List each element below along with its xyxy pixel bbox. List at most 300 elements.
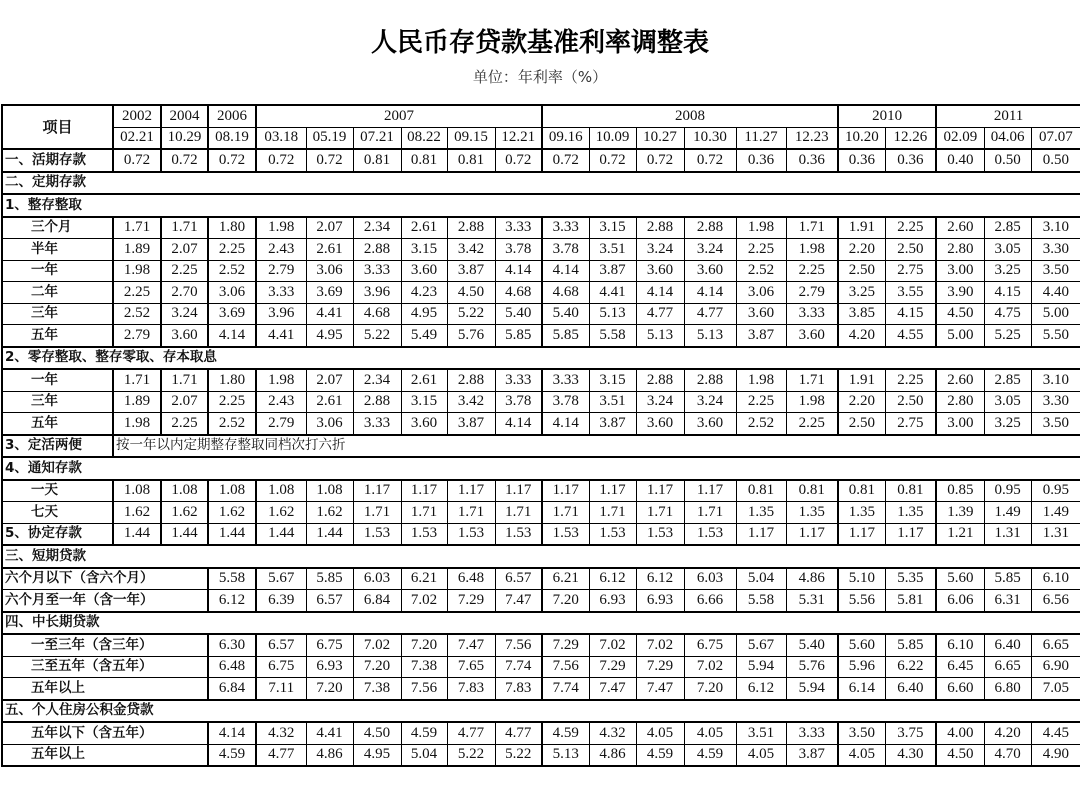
rate-cell: 0.95: [984, 480, 1031, 502]
rate-cell: 6.93: [636, 590, 684, 612]
rate-cell: 3.06: [208, 282, 256, 304]
year-header: 2004: [161, 105, 208, 127]
rate-cell: 5.50: [1031, 325, 1080, 347]
rate-cell: 2.88: [684, 217, 736, 239]
rate-cell: 2.88: [636, 217, 684, 239]
section-row: [2, 457, 1080, 480]
rate-cell: 0.85: [936, 480, 984, 502]
rate-cell: 1.49: [1031, 502, 1080, 524]
rate-cell: 0.81: [786, 480, 838, 502]
rate-cell: 4.40: [1031, 282, 1080, 304]
rate-cell: 6.14: [838, 678, 885, 700]
rate-cell: 3.15: [589, 369, 636, 391]
rate-cell: 2.34: [353, 369, 401, 391]
rate-cell: 2.80: [936, 239, 984, 261]
row-label: 半年: [2, 239, 113, 261]
rate-cell: 3.55: [885, 282, 936, 304]
rate-cell: 7.20: [306, 678, 353, 700]
rate-cell: 6.75: [684, 634, 736, 656]
table-row: [2, 744, 1080, 766]
rate-cell: 5.85: [495, 325, 542, 347]
rate-cell: 3.60: [401, 413, 447, 435]
rate-cell: 3.00: [936, 260, 984, 282]
rate-cell: 7.29: [542, 634, 589, 656]
rate-cell: 0.72: [636, 149, 684, 172]
rate-cell: 3.78: [495, 239, 542, 261]
row-label: 五年: [2, 413, 113, 435]
rate-cell: 2.50: [885, 239, 936, 261]
rate-cell: 3.06: [736, 282, 786, 304]
rate-cell: 2.79: [256, 260, 306, 282]
rate-cell: 1.71: [161, 217, 208, 239]
rate-cell: 3.69: [208, 303, 256, 325]
rate-cell: 4.32: [256, 722, 306, 744]
rate-cell: 5.40: [495, 303, 542, 325]
rate-cell: 4.41: [306, 722, 353, 744]
table-row: [2, 568, 1080, 590]
rate-cell: 4.14: [495, 260, 542, 282]
item-header: 项目: [2, 105, 113, 149]
rate-cell: 5.40: [542, 303, 589, 325]
rate-cell: 5.22: [495, 744, 542, 766]
date-header: 10.27: [636, 127, 684, 149]
table-row: [2, 391, 1080, 413]
rate-cell: 0.50: [984, 149, 1031, 172]
date-header: 04.06: [984, 127, 1031, 149]
rate-cell: 1.21: [936, 523, 984, 545]
section-row: [2, 612, 1080, 635]
table-row: [2, 369, 1080, 391]
table-row: [2, 480, 1080, 502]
rate-cell: 2.25: [736, 239, 786, 261]
rate-cell: 0.95: [1031, 480, 1080, 502]
rate-cell: 5.00: [1031, 303, 1080, 325]
year-header: 2008: [542, 105, 838, 127]
rate-cell: 3.87: [447, 413, 495, 435]
rate-cell: 2.61: [401, 217, 447, 239]
rate-cell: 4.14: [495, 413, 542, 435]
rate-cell: 1.71: [495, 502, 542, 524]
rate-cell: 7.20: [542, 590, 589, 612]
rate-cell: 4.95: [353, 744, 401, 766]
rate-cell: 6.40: [984, 634, 1031, 656]
rate-cell: 5.67: [256, 568, 306, 590]
rate-cell: 6.48: [447, 568, 495, 590]
rate-cell: 4.05: [684, 722, 736, 744]
rate-cell: 1.53: [401, 523, 447, 545]
rate-cell: 3.33: [256, 282, 306, 304]
rate-cell: 2.25: [161, 260, 208, 282]
date-header: 02.21: [113, 127, 161, 149]
section-label: 2、零存整取、整存零取、存本取息: [2, 347, 1080, 370]
rate-cell: 1.98: [113, 413, 161, 435]
table-row: [2, 325, 1080, 347]
rate-cell: 1.08: [161, 480, 208, 502]
rate-cell: 4.00: [936, 722, 984, 744]
rate-cell: 4.86: [589, 744, 636, 766]
rate-cell: 3.69: [306, 282, 353, 304]
rate-cell: 3.05: [984, 391, 1031, 413]
rate-cell: 4.59: [401, 722, 447, 744]
rate-cell: 7.47: [495, 590, 542, 612]
rate-cell: 2.43: [256, 239, 306, 261]
rate-cell: 5.31: [786, 590, 838, 612]
rate-cell: 7.47: [636, 678, 684, 700]
rate-cell: 4.50: [936, 744, 984, 766]
rate-cell: 4.86: [306, 744, 353, 766]
rate-cell: 6.90: [1031, 656, 1080, 678]
rate-cell: 4.86: [786, 568, 838, 590]
rate-cell: 6.40: [885, 678, 936, 700]
rate-cell: 7.20: [401, 634, 447, 656]
rate-cell: 4.14: [542, 413, 589, 435]
rate-cell: 0.81: [736, 480, 786, 502]
date-header: 08.19: [208, 127, 256, 149]
rate-cell: 7.56: [542, 656, 589, 678]
rate-cell: 4.30: [885, 744, 936, 766]
rate-cell: 1.35: [736, 502, 786, 524]
rate-cell: 0.72: [256, 149, 306, 172]
rate-cell: 1.53: [447, 523, 495, 545]
rate-cell: 6.12: [589, 568, 636, 590]
rate-cell: 1.98: [256, 217, 306, 239]
rate-cell: 6.75: [256, 656, 306, 678]
rate-cell: 3.24: [161, 303, 208, 325]
rate-cell: 2.25: [736, 391, 786, 413]
rate-cell: 0.36: [885, 149, 936, 172]
rate-cell: 0.72: [495, 149, 542, 172]
row-label: 一、活期存款: [2, 149, 113, 172]
rate-cell: 2.61: [306, 391, 353, 413]
rate-cell: 4.59: [636, 744, 684, 766]
rate-cell: 6.84: [353, 590, 401, 612]
rate-cell: 4.15: [885, 303, 936, 325]
rate-cell: 1.17: [542, 480, 589, 502]
rate-cell: 0.81: [838, 480, 885, 502]
date-header: 12.23: [786, 127, 838, 149]
rate-cell: 7.74: [495, 656, 542, 678]
rate-cell: 2.52: [736, 413, 786, 435]
rate-cell: 2.88: [447, 217, 495, 239]
rate-cell: 6.66: [684, 590, 736, 612]
rate-cell: 6.12: [736, 678, 786, 700]
rate-cell: 4.50: [447, 282, 495, 304]
rate-cell: 1.80: [208, 369, 256, 391]
rate-cell: 1.91: [838, 369, 885, 391]
rate-cell: 6.30: [208, 634, 256, 656]
section-label: 四、中长期贷款: [2, 612, 1080, 635]
rate-cell: 7.83: [447, 678, 495, 700]
rate-cell: 1.35: [885, 502, 936, 524]
rate-cell: 1.53: [636, 523, 684, 545]
rate-cell: 1.71: [786, 369, 838, 391]
rate-cell: 6.21: [542, 568, 589, 590]
rate-cell: 1.71: [401, 502, 447, 524]
rate-cell: 4.14: [208, 722, 256, 744]
rate-cell: 1.71: [684, 502, 736, 524]
rate-cell: 1.44: [306, 523, 353, 545]
rate-cell: 1.39: [936, 502, 984, 524]
rate-cell: 6.03: [684, 568, 736, 590]
rate-cell: 4.41: [306, 303, 353, 325]
row-label: 一年: [2, 260, 113, 282]
section-label: 三、短期贷款: [2, 545, 1080, 568]
rate-cell: 2.20: [838, 391, 885, 413]
rate-cell: 2.85: [984, 369, 1031, 391]
rate-cell: 4.68: [495, 282, 542, 304]
rate-cell: 3.25: [984, 413, 1031, 435]
rate-cell: 6.03: [353, 568, 401, 590]
rate-cell: 4.95: [306, 325, 353, 347]
rate-cell: 1.44: [208, 523, 256, 545]
rate-cell: 4.14: [684, 282, 736, 304]
rate-cell: 3.33: [542, 369, 589, 391]
rate-cell: 2.79: [113, 325, 161, 347]
rate-cell: 4.14: [542, 260, 589, 282]
rate-cell: 5.60: [838, 634, 885, 656]
rate-cell: 6.84: [208, 678, 256, 700]
table-row: [2, 149, 1080, 172]
rate-cell: 4.77: [684, 303, 736, 325]
rate-cell: 1.89: [113, 239, 161, 261]
rate-cell: 2.07: [161, 239, 208, 261]
rate-cell: 2.60: [936, 217, 984, 239]
rate-cell: 4.70: [984, 744, 1031, 766]
rate-cell: 3.87: [589, 260, 636, 282]
rate-cell: 5.13: [636, 325, 684, 347]
rate-cell: 3.15: [401, 391, 447, 413]
date-header: 11.27: [736, 127, 786, 149]
rate-cell: 0.72: [113, 149, 161, 172]
rate-cell: 7.02: [684, 656, 736, 678]
rate-cell: 7.29: [589, 656, 636, 678]
rate-cell: 6.21: [401, 568, 447, 590]
rate-cell: 5.94: [736, 656, 786, 678]
row-label: 五年以上: [2, 744, 208, 766]
rate-cell: 2.61: [401, 369, 447, 391]
rate-cell: 1.17: [786, 523, 838, 545]
year-header: 2006: [208, 105, 256, 127]
date-header: 10.30: [684, 127, 736, 149]
section-row: [2, 194, 1080, 217]
rate-cell: 4.55: [885, 325, 936, 347]
table-row: [2, 413, 1080, 435]
rate-cell: 1.98: [736, 217, 786, 239]
rate-cell: 5.58: [589, 325, 636, 347]
rate-cell: 4.68: [542, 282, 589, 304]
rate-cell: 2.50: [838, 413, 885, 435]
rate-cell: 6.60: [936, 678, 984, 700]
section-label: 4、通知存款: [2, 457, 1080, 480]
date-header: 09.16: [542, 127, 589, 149]
rate-cell: 3.33: [786, 722, 838, 744]
rate-cell: 5.85: [542, 325, 589, 347]
rate-cell: 3.06: [306, 413, 353, 435]
rate-cell: 5.49: [401, 325, 447, 347]
rate-cell: 3.30: [1031, 239, 1080, 261]
rate-cell: 4.68: [353, 303, 401, 325]
rate-cell: 3.42: [447, 239, 495, 261]
rate-cell: 3.90: [936, 282, 984, 304]
rate-cell: 3.60: [636, 260, 684, 282]
rate-cell: 7.47: [589, 678, 636, 700]
header-row-dates: [2, 127, 1080, 149]
rate-cell: 3.96: [353, 282, 401, 304]
rate-cell: 5.56: [838, 590, 885, 612]
rate-cell: 2.07: [306, 217, 353, 239]
rate-cell: 4.05: [736, 744, 786, 766]
rate-cell: 6.80: [984, 678, 1031, 700]
date-header: 09.15: [447, 127, 495, 149]
rate-cell: 1.71: [353, 502, 401, 524]
row-label: 七天: [2, 502, 113, 524]
rate-cell: 4.77: [495, 722, 542, 744]
rate-cell: 2.52: [113, 303, 161, 325]
row-label: 五年以下（含五年）: [2, 722, 208, 744]
rate-cell: 2.07: [161, 391, 208, 413]
rate-cell: 1.71: [589, 502, 636, 524]
rate-cell: 4.05: [838, 744, 885, 766]
rate-cell: 5.85: [984, 568, 1031, 590]
rate-cell: 2.80: [936, 391, 984, 413]
rate-cell: 5.58: [736, 590, 786, 612]
rate-cell: 4.77: [256, 744, 306, 766]
rate-cell: 2.85: [984, 217, 1031, 239]
rate-cell: 3.96: [256, 303, 306, 325]
rate-cell: 1.08: [306, 480, 353, 502]
rate-cell: 3.60: [636, 413, 684, 435]
rate-cell: 3.87: [736, 325, 786, 347]
rate-cell: 4.41: [589, 282, 636, 304]
table-row: [2, 239, 1080, 261]
rate-cell: 4.90: [1031, 744, 1080, 766]
rate-cell: 3.33: [786, 303, 838, 325]
row-label: 三至五年（含五年）: [2, 656, 208, 678]
rate-cell: 1.71: [113, 369, 161, 391]
rate-cell: 4.20: [838, 325, 885, 347]
table-row: [2, 722, 1080, 744]
rate-table: [1, 104, 1080, 767]
rate-cell: 3.24: [684, 239, 736, 261]
rate-cell: 7.47: [447, 634, 495, 656]
rate-cell: 3.24: [636, 239, 684, 261]
table-row: [2, 523, 1080, 545]
table-row: [2, 435, 1080, 458]
year-header: 2010: [838, 105, 936, 127]
rate-cell: 6.12: [208, 590, 256, 612]
rate-cell: 5.35: [885, 568, 936, 590]
rate-cell: 6.56: [1031, 590, 1080, 612]
rate-cell: 3.10: [1031, 217, 1080, 239]
rate-cell: 3.78: [495, 391, 542, 413]
table-row: [2, 656, 1080, 678]
rate-cell: 6.57: [306, 590, 353, 612]
rate-cell: 2.25: [113, 282, 161, 304]
rate-cell: 1.17: [684, 480, 736, 502]
rate-cell: 4.59: [542, 722, 589, 744]
date-header: 03.18: [256, 127, 306, 149]
rate-cell: 3.33: [353, 260, 401, 282]
row-label: 三年: [2, 391, 113, 413]
rate-cell: 1.98: [256, 369, 306, 391]
rate-cell: 0.36: [786, 149, 838, 172]
rate-cell: 7.02: [353, 634, 401, 656]
rate-cell: 1.71: [636, 502, 684, 524]
section-label: 1、整存整取: [2, 194, 1080, 217]
rate-cell: 1.17: [838, 523, 885, 545]
rate-cell: 0.72: [208, 149, 256, 172]
rate-cell: 4.45: [1031, 722, 1080, 744]
rate-cell: 1.17: [885, 523, 936, 545]
rate-cell: 3.33: [542, 217, 589, 239]
section-label: 五、个人住房公积金贷款: [2, 700, 1080, 723]
rate-cell: 4.23: [401, 282, 447, 304]
rate-cell: 0.72: [684, 149, 736, 172]
rate-cell: 5.22: [447, 744, 495, 766]
rate-cell: 0.72: [589, 149, 636, 172]
rate-cell: 3.51: [736, 722, 786, 744]
rate-cell: 5.60: [936, 568, 984, 590]
row-label: 五年: [2, 325, 113, 347]
rate-cell: 3.25: [838, 282, 885, 304]
rate-cell: 5.85: [885, 634, 936, 656]
rate-cell: 2.25: [161, 413, 208, 435]
rate-cell: 5.22: [447, 303, 495, 325]
rate-cell: 7.65: [447, 656, 495, 678]
date-header: 02.09: [936, 127, 984, 149]
rate-cell: 1.91: [838, 217, 885, 239]
rate-cell: 5.67: [736, 634, 786, 656]
rate-cell: 6.45: [936, 656, 984, 678]
rate-cell: 3.51: [589, 239, 636, 261]
rate-cell: 1.31: [1031, 523, 1080, 545]
rate-cell: 3.33: [495, 217, 542, 239]
rate-cell: 5.04: [401, 744, 447, 766]
rate-cell: 1.71: [161, 369, 208, 391]
row-label: 六个月以下（含六个月）: [2, 568, 208, 590]
rate-cell: 6.75: [306, 634, 353, 656]
rate-cell: 3.85: [838, 303, 885, 325]
row-label: 五年以上: [2, 678, 208, 700]
rate-cell: 1.17: [636, 480, 684, 502]
row-label: 六个月至一年（含一年）: [2, 590, 208, 612]
date-header: 12.21: [495, 127, 542, 149]
rate-cell: 4.15: [984, 282, 1031, 304]
rate-cell: 3.50: [1031, 260, 1080, 282]
rate-cell: 6.31: [984, 590, 1031, 612]
rate-cell: 6.22: [885, 656, 936, 678]
rate-cell: 7.20: [684, 678, 736, 700]
rate-cell: 1.17: [736, 523, 786, 545]
table-row: [2, 303, 1080, 325]
rate-cell: 1.53: [542, 523, 589, 545]
rate-cell: 2.50: [885, 391, 936, 413]
date-header: 10.09: [589, 127, 636, 149]
rate-cell: 0.81: [447, 149, 495, 172]
rate-cell: 5.13: [542, 744, 589, 766]
rate-cell: 1.53: [353, 523, 401, 545]
rate-cell: 6.57: [495, 568, 542, 590]
section-row: [2, 172, 1080, 195]
page-title: 人民币存贷款基准利率调整表: [370, 28, 709, 58]
rate-cell: 6.93: [306, 656, 353, 678]
rate-cell: 1.71: [542, 502, 589, 524]
date-header: 08.22: [401, 127, 447, 149]
rate-cell: 4.05: [636, 722, 684, 744]
date-header: 05.19: [306, 127, 353, 149]
rate-cell: 3.15: [589, 217, 636, 239]
rate-cell: 6.65: [1031, 634, 1080, 656]
